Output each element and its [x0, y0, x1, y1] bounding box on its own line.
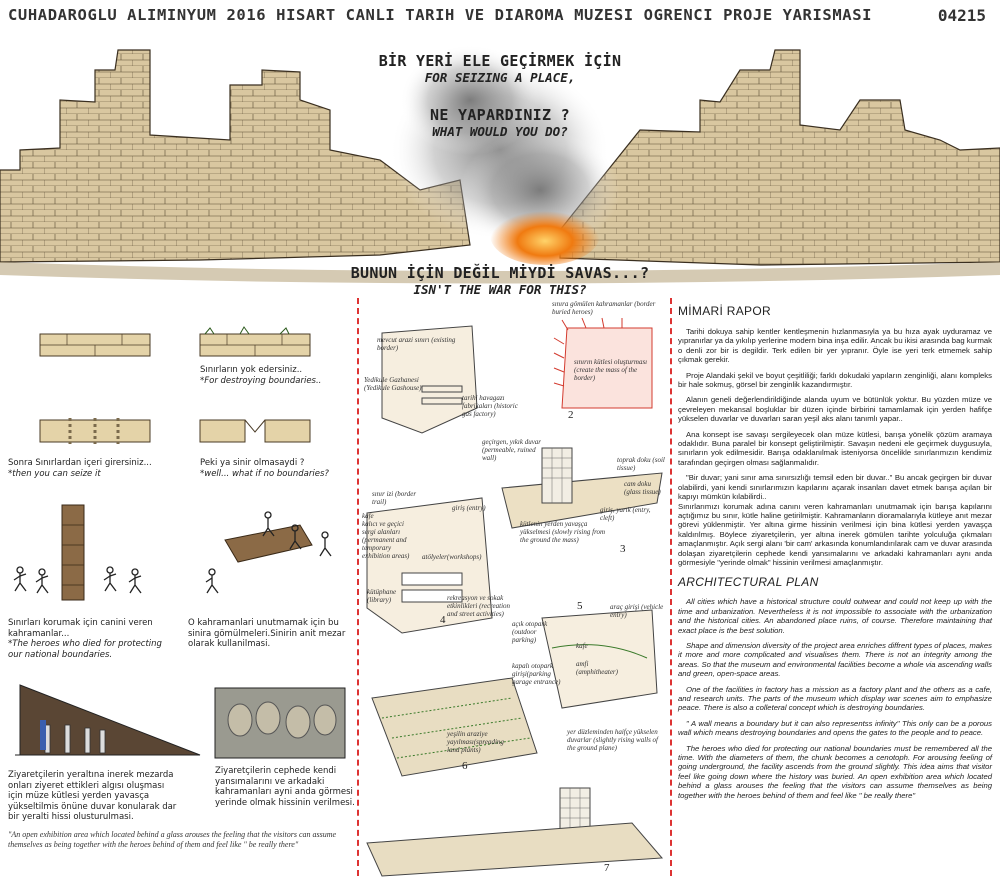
- report-en-paragraph: All cities which have a historical structure could outwear and could not keep up with the time and urbanization. Nevertheless it is not impossible to associate with the urbanization and the historical cities. An abandoned place ruins, of course. Therefore maintaining that exact place is the best solution.: [678, 597, 992, 635]
- story-caption-2-tr: Sınırların yok edersiniz..: [200, 365, 303, 375]
- story-caption-3-en: *then you can seize it: [8, 468, 101, 479]
- d3-number: 3: [620, 543, 626, 555]
- story-column: [0, 300, 355, 879]
- hero-question-3: [330, 264, 670, 297]
- d6-label-2: yer düzleminden haifçe yükselen duvarlar (slightly rising walls of the ground plane): [567, 728, 659, 752]
- question-3-tr: BUNUN İÇİN DEĞİL MİYDİ SAVAS...?: [350, 264, 650, 282]
- d3-label-3: cam doku (glass tissue): [624, 480, 661, 496]
- d5-label-4: amfi (amphitheater): [576, 660, 618, 676]
- d3-label-4: giriş, yarık (entry, cleft): [600, 506, 651, 522]
- d4-label-2: giriş (entry): [452, 504, 486, 512]
- report-column: [678, 300, 992, 879]
- d4-label-7: rekreasyon ve sokak etkinlikleri (recreation and street activities): [447, 594, 511, 618]
- story-caption-4-en: *well... what if no boundaries?: [200, 468, 329, 479]
- diagram-column: [362, 298, 667, 879]
- story-caption-6: [188, 618, 348, 650]
- report-tr-paragraph: Ana konsept ise savaşı sergileyecek olan müze kütlesi, barışa yönelik çözüm aramaya odaklıdır. Buna paralel bir konsept geliştirilmiştir. Savaşın nedeni ele geçirmek duygusuyla, sınırların yok edilmesidir. Barışa odaklanılmak isteniyorsa öncelikle sınırlarımızın kendimiz tarafından geçirgen olması sağlanmalıdır.: [678, 429, 992, 467]
- report-en-body: [678, 597, 992, 800]
- report-tr-paragraph: Alanın geneli değerlendirildiğinde alanda uyum ve bütünlük yoktur. Bu yüzden müze ve çevreleyen mekansal boşluklar bir düzen içinde birbirini tamamlamak için yerden hafifçe yükselen duvarlar ve duvarları saran yeşil aks alanı tanımlı yapar..: [678, 395, 992, 424]
- d3-label-5: kütlenin yerden yavaşça yükselmesi (slowly rising from the ground the mass): [520, 520, 606, 544]
- report-tr-body: [678, 327, 992, 567]
- report-en-paragraph: One of the facilities in factory has a mission as a factory plant and the others as a cafe, and research units. The parts of the museum which display war scenes aim to emphasize peace. There is also a colleteral concept which is destroying boundaries.: [678, 684, 992, 713]
- story-caption-2-en: *For destroying boundaries..: [200, 375, 322, 386]
- question-2-en: WHAT WOULD YOU DO?: [432, 124, 568, 139]
- d1-label-3: tarihi havagazı fabrikaları (historic gas factory): [462, 394, 518, 418]
- hero-question-2: [340, 106, 660, 139]
- report-tr-paragraph: Sınırlarımızı korumak adına canını veren kahramanları unutmamak için barışa kapılarını açtığımız bu sınır, kütle haline getirilmiştir. Kahramanların dioramalarıyla kütleye anıt mezar görevi yüklenmiştir. Yer altına girme hissinin verilmesi için bina kütlesi yerden yavaşça kaldırılmış. Böylece ziyaretçilerin, yer altına inerek gömülen tarihte yolculuğa çıkmaları amaçlanmıştır. Açık sergi alanı 'bir cam' arkasında konumlandırılarak cam ve duvar arasında dolaşan ziyaretçilerin cephede kendi yansımalarını ve arkadaki kahramanları aynı anda görmesiyle "yerinde olmak" hissinin verilmesi amaçlanmıştır.: [678, 501, 992, 567]
- story-caption-7-tr: Ziyaretçilerin yeraltına inerek mezarda onları ziyeret ettikleri algısı oluşması için müze kütlesi yerden yavasça yükseltilmis önüne duvar konularak dar bir yeralti hissi olusturulmasi.: [8, 770, 177, 822]
- d6-label-1: yeşilin araziye yayılması(spreading land plants): [447, 730, 504, 754]
- story-caption-4: [200, 458, 350, 479]
- d4-label-4: kalıcı ve geçici sergi alanları (permanent and temporary exhibition areas): [362, 520, 410, 560]
- report-heading-en: ARCHITECTURAL PLAN: [678, 575, 819, 590]
- entry-code: 04215: [937, 6, 986, 25]
- story-caption-7: [8, 770, 178, 823]
- story-caption-8-tr: Ziyaretçilerin cephede kendi yansımalarını ve arkadaki kahramanları ayni anda görmesi yerinde olmak hissinin verilmesi.: [215, 766, 355, 808]
- hero-wall-illustration: [0, 30, 1000, 297]
- d4-label-1: sınır izi (border trail): [372, 490, 417, 506]
- story-caption-3: [8, 458, 188, 479]
- story-quote: "An open exhibition area which located behind a glass arouses the feeling that the visitors can assume themselves as being together with the heroes behind of them and feel like " be really there": [8, 830, 337, 849]
- page-title: CUHADAROGLU ALIMINYUM 2016 HISART CANLI TARIH VE DIAROMA MUZESI OGRENCI PROJE YARISMASI: [8, 6, 873, 24]
- report-heading-tr: MİMARİ RAPOR: [678, 304, 771, 318]
- report-tr-paragraph: "Bir duvar; yani sınır ama sınırsızlığı temsil eden bir duvar.." Bu ancak geçirgen bir duvar olabilirdi, yani kendi sınırlarımızın kapılarını açarak insanları davet etmek barışa açılan bir kapıyı mümkün kılabilirdi..: [678, 473, 992, 502]
- story-caption-2: [200, 365, 350, 386]
- d4-number: 4: [440, 614, 446, 626]
- question-2-tr: NE YAPARDINIZ ?: [430, 106, 570, 124]
- question-3-en: ISN'T THE WAR FOR THIS?: [413, 282, 587, 297]
- d5-label-5: kapalı otopark girişi(parking garage entrance): [512, 662, 561, 686]
- separator-right: [670, 298, 672, 876]
- d5-label-3: kafe: [576, 642, 588, 650]
- d5-label-2: açık otopark (outdoor parking): [512, 620, 548, 644]
- report-tr-paragraph: Proje Alandaki şekil ve boyut çeşitliliği; farklı dokudaki yapıların zenginliği, alanı kompleks bir hale sokmuş, görsel bir zenginlik kazandırmıştır.: [678, 370, 992, 390]
- story-caption-3-tr: Sonra Sınırlardan içeri girersiniz...: [8, 458, 152, 468]
- story-caption-5: [8, 618, 168, 660]
- report-tr-paragraph: Tarihi dokuya sahip kentler kentleşmenin hızlanmasıyla ya bu hıza ayak uyduramaz ve yıpranırlar ya da yıkılıp yerlerine modern bina inşa edilir. Ancak bu ikisi arasında bag kurmak o denli zor bir is degildir. Terk edilen bir yer yıpranır. Öyle ise yeri terk etmemek sahip çıkmak gerekir.: [678, 327, 992, 365]
- d2-label-2: sınırın kütlesi oluşturması (create the mass of the border): [574, 358, 648, 382]
- d5-label-1: araç girişi (vehicle entry): [610, 603, 664, 619]
- d4-label-6: kütüphane (library): [367, 588, 397, 604]
- d4-label-5: atölyeler(workshops): [422, 553, 482, 561]
- report-en-paragraph: " A wall means a boundary but it can also representss infinity" This only can be a porous wall which means destroying boundaries and opens the gates to the people and to peace.: [678, 718, 992, 738]
- d1-label-1: mevcut arazi sınırı (existing border): [377, 336, 456, 352]
- question-1-tr: BİR YERİ ELE GEÇİRMEK İÇİN: [378, 52, 622, 70]
- d1-label-2: Yedikule Gazhanesi (Yedikule Gashouse): [364, 376, 422, 392]
- separator-left: [357, 298, 359, 876]
- hero-question-1: [340, 52, 660, 85]
- story-caption-8: [215, 766, 355, 808]
- d4-label-3: kafe: [362, 512, 374, 520]
- report-en-paragraph: Shape and dimension diversity of the project area enriches diffrent types of places, makes it more and more complicated and visualises them. There is not an integrity among the areas. So that the museum and environmental facilities become a whole via ascending walls and green, open-space areas.: [678, 640, 992, 679]
- d5-number: 5: [577, 600, 583, 612]
- story-caption-5-en: *The heroes who died for protecting our national boundaries.: [8, 639, 162, 660]
- d3-label-1: geçirgen, yıkık duvar (permeable, ruined wall): [482, 438, 542, 462]
- story-caption-5-tr: Sınırları korumak için canini veren kahramanlar...: [8, 618, 153, 639]
- d7-number: 7: [604, 862, 610, 874]
- story-caption-6-tr: O kahramanlari unutmamak için bu sinira gömülmeleri.Sinirin anit mezar olarak kullanilmasi.: [188, 618, 346, 649]
- question-1-en: FOR SEIZING A PLACE,: [424, 70, 576, 85]
- d2-number: 2: [568, 409, 574, 421]
- story-caption-4-tr: Peki ya sinir olmasaydi ?: [200, 458, 305, 468]
- d6-number: 6: [462, 760, 468, 772]
- report-en-paragraph: The heroes who died for protecting our national boundaries must be remembered all the time. With the diameters of them, the chunk becomes a cenotoph. For arousing feeling of going underground, the facility ascends from the ground slightly. This idea aims that visitor feel like going down where the history was buried. An open exhibition area which located behind a glass arouses the feeling that the visitors can assume themselves as being together with the heroes behind of them and feel like " be really there": [678, 743, 992, 800]
- d2-label-1: sınıra gömülen kahramanlar (border buried heroes): [552, 300, 656, 316]
- d3-label-2: toprak doku (soil tissue): [617, 456, 665, 472]
